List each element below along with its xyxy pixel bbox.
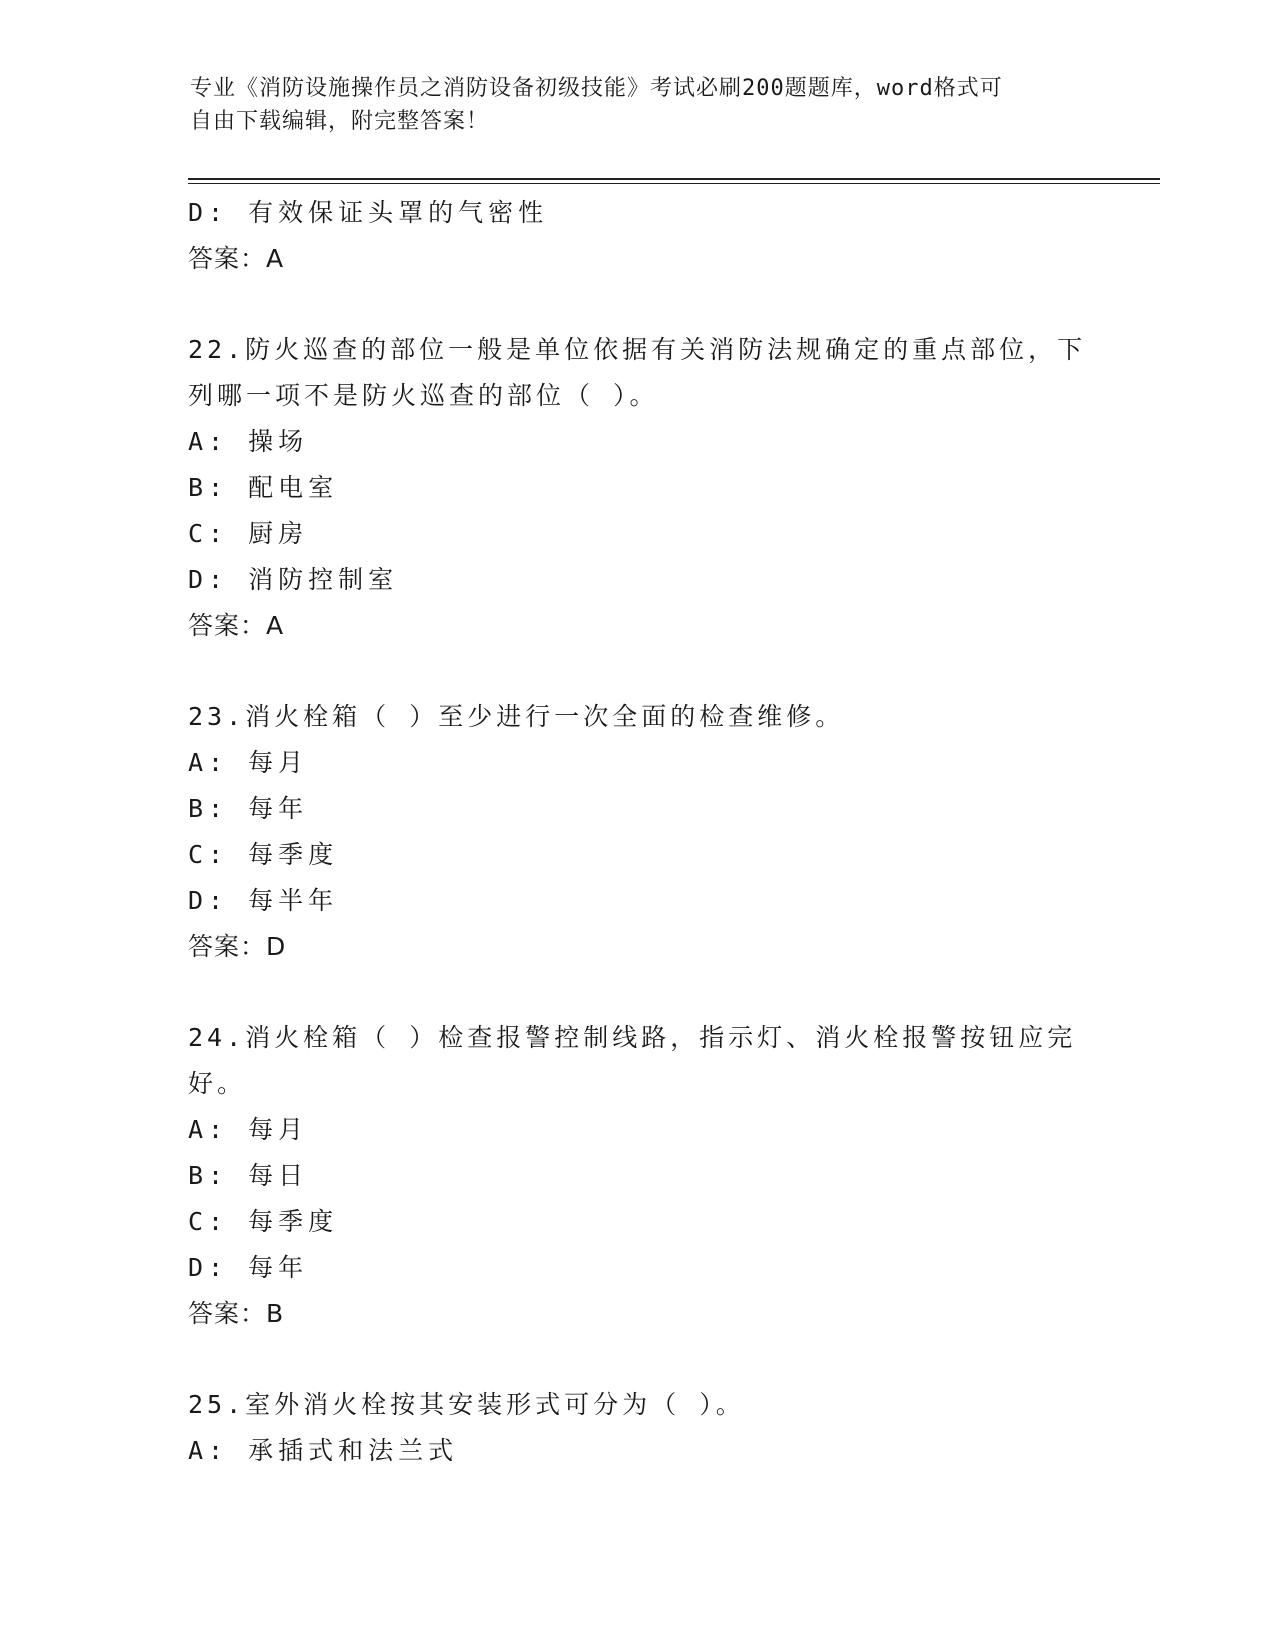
question-text-line1: 23.消火栓箱（ ）至少进行一次全面的检查维修。 <box>188 702 845 731</box>
option-d: D: 每年 <box>188 1253 309 1282</box>
answer-line: 答案：A <box>188 244 285 273</box>
answer-line: 答案：B <box>188 1299 285 1328</box>
header-rule-thin <box>188 183 1160 184</box>
answer-line: 答案：A <box>188 611 285 640</box>
question-text <box>188 327 1088 419</box>
question-text-line1: 25.室外消火栓按其安装形式可分为（ ）。 <box>188 1390 745 1419</box>
option-b: B: 每日 <box>188 1161 309 1190</box>
header-title-line2: 自由下载编辑，附完整答案！ <box>190 109 490 134</box>
header-title-line1: 专业《消防设施操作员之消防设备初级技能》考试必刷200题题库，word格式可 <box>190 76 1003 101</box>
question-23 <box>188 694 1088 970</box>
question-22 <box>188 327 1088 649</box>
question-text <box>188 1015 1088 1107</box>
question-text <box>188 1382 1088 1428</box>
question-25 <box>188 1382 1088 1474</box>
option-d: D: 有效保证头罩的气密性 <box>188 198 549 227</box>
option-c: C: 每季度 <box>188 1207 339 1236</box>
option-c: C: 厨房 <box>188 519 309 548</box>
option-d: D: 每半年 <box>188 886 339 915</box>
option-b: B: 配电室 <box>188 473 339 502</box>
option-b: B: 每年 <box>188 794 309 823</box>
option-a: A: 操场 <box>188 427 309 456</box>
question-text-line2: 好。 <box>188 1069 247 1098</box>
document-body <box>188 190 1088 1474</box>
question-text-line1: 22.防火巡查的部位一般是单位依据有关消防法规确定的重点部位，下 <box>188 335 1087 364</box>
option-a: A: 承插式和法兰式 <box>188 1436 459 1465</box>
answer-line: 答案：D <box>188 932 287 961</box>
question-text-line2: 列哪一项不是防火巡查的部位（ ）。 <box>188 381 659 410</box>
option-d: D: 消防控制室 <box>188 565 399 594</box>
option-c: C: 每季度 <box>188 840 339 869</box>
page-header <box>190 72 1090 138</box>
option-a: A: 每月 <box>188 1115 309 1144</box>
question-24 <box>188 1015 1088 1337</box>
question-text <box>188 694 1088 740</box>
previous-question-tail <box>188 190 1088 282</box>
option-a: A: 每月 <box>188 748 309 777</box>
question-text-line1: 24.消火栓箱（ ）检查报警控制线路，指示灯、消火栓报警按钮应完 <box>188 1023 1077 1052</box>
header-rule-thick <box>188 178 1160 180</box>
